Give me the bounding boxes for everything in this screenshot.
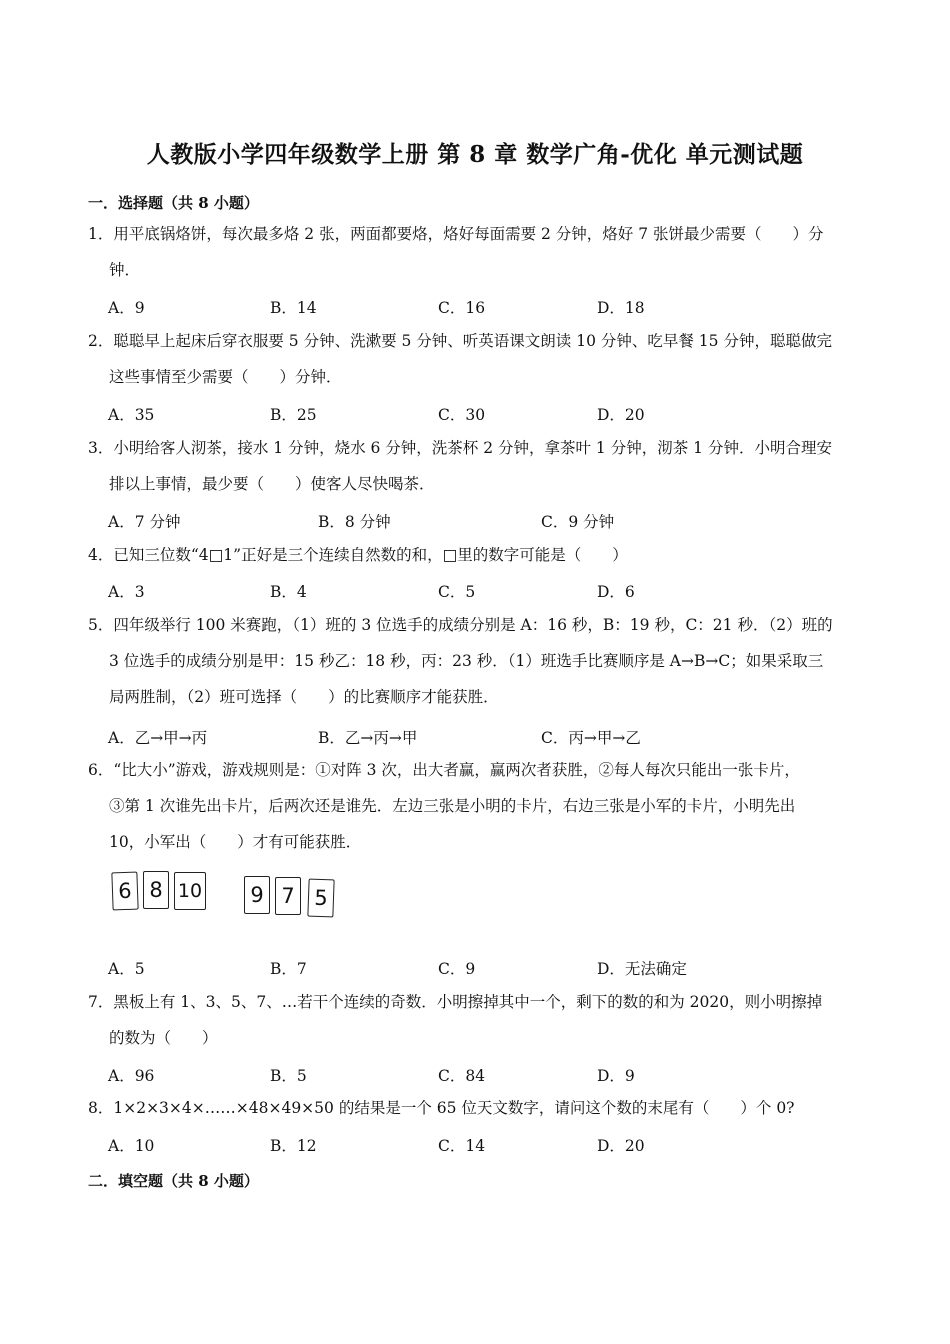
question-text-cont: 3 位选手的成绩分别是甲：15 秒乙：18 秒，丙：23 秒．（1）班选手比赛顺序是 A→B→C；如果采取三 xyxy=(109,652,824,670)
question-text-cont: 这些事情至少需要（ ）分钟． xyxy=(109,368,342,386)
option-b: B．12 xyxy=(270,1137,317,1155)
option-d: D．20 xyxy=(597,1137,645,1155)
question-text-cont: 的数为（ ） xyxy=(109,1029,218,1047)
question-2 xyxy=(88,323,868,395)
option-d: D．9 xyxy=(597,1067,635,1085)
card: 7 xyxy=(275,877,301,915)
section-heading-fill: 二．填空题（共 8 小题） xyxy=(88,1172,259,1190)
options-6 xyxy=(108,957,868,981)
option-b: B．4 xyxy=(270,583,307,601)
question-text: 8．1×2×3×4×……×48×49×50 的结果是一个 65 位天文数字，请问这个数的末尾有（ ）个 0? xyxy=(88,1099,795,1117)
options-3 xyxy=(108,510,868,534)
option-a: A．7 分钟 xyxy=(108,513,181,531)
question-text: 6．“比大小”游戏，游戏规则是：①对阵 3 次，出大者赢，赢两次者获胜，②每人每次只能出一张卡片， xyxy=(88,761,800,779)
card-figure xyxy=(110,870,350,920)
option-c: C．16 xyxy=(438,299,486,317)
option-c: C．丙→甲→乙 xyxy=(541,729,641,747)
question-text-cont: 局两胜制，（2）班可选择（ ）的比赛顺序才能获胜． xyxy=(109,688,499,706)
option-b: B．14 xyxy=(270,299,317,317)
question-text-cont: 10，小军出（ ）才有可能获胜． xyxy=(109,833,362,851)
option-c: C．84 xyxy=(438,1067,486,1085)
option-b: B．8 分钟 xyxy=(318,513,391,531)
question-5 xyxy=(88,607,868,715)
option-a: A．35 xyxy=(108,406,155,424)
question-8 xyxy=(88,1090,868,1126)
option-b: B．5 xyxy=(270,1067,307,1085)
question-text: 2．聪聪早上起床后穿衣服要 5 分钟、洗漱要 5 分钟、听英语课文朗读 10 分钟、吃早餐 15 分钟，聪聪做完 xyxy=(88,332,832,350)
option-c: C．14 xyxy=(438,1137,486,1155)
question-text: 4．已知三位数“4□1”正好是三个连续自然数的和，□里的数字可能是（ ） xyxy=(88,546,628,564)
options-7 xyxy=(108,1064,868,1088)
option-b: B．乙→丙→甲 xyxy=(318,729,418,747)
option-d: D．无法确定 xyxy=(597,960,687,978)
option-c: C．30 xyxy=(438,406,486,424)
question-text: 3．小明给客人沏茶，接水 1 分钟，烧水 6 分钟，洗茶杯 2 分钟，拿茶叶 1 分钟，沏茶 1 分钟．小明合理安 xyxy=(88,439,832,457)
option-b: B．25 xyxy=(270,406,317,424)
option-d: D．20 xyxy=(597,406,645,424)
options-5 xyxy=(108,726,868,750)
section-heading-choice: 一．选择题（共 8 小题） xyxy=(88,194,259,212)
question-text: 5．四年级举行 100 米赛跑，（1）班的 3 位选手的成绩分别是 A：16 秒，B：19 秒，C：21 秒．（2）班的 xyxy=(88,616,833,634)
option-b: B．7 xyxy=(270,960,307,978)
card: 8 xyxy=(143,871,169,909)
question-4 xyxy=(88,537,868,573)
question-1 xyxy=(88,216,868,288)
option-a: A．10 xyxy=(108,1137,155,1155)
question-6 xyxy=(88,752,868,860)
question-3 xyxy=(88,430,868,502)
option-d: D．6 xyxy=(597,583,635,601)
question-text: 7．黑板上有 1、3、5、7、…若干个连续的奇数．小明擦掉其中一个，剩下的数的和为 2020，则小明擦掉 xyxy=(88,993,823,1011)
option-c: C．5 xyxy=(438,583,476,601)
options-2 xyxy=(108,403,868,427)
card: 6 xyxy=(111,872,138,911)
option-a: A．96 xyxy=(108,1067,155,1085)
options-8 xyxy=(108,1134,868,1158)
card: 10 xyxy=(174,872,206,910)
question-text-cont: ③第 1 次谁先出卡片，后两次还是谁先．左边三张是小明的卡片，右边三张是小军的卡片，小明先出 xyxy=(109,797,796,815)
question-text-cont: 钟． xyxy=(109,261,141,279)
options-1 xyxy=(108,296,868,320)
card: 5 xyxy=(307,879,334,918)
question-7 xyxy=(88,984,868,1056)
question-text-cont: 排以上事情，最少要（ ）使客人尽快喝茶． xyxy=(109,475,435,493)
option-c: C．9 xyxy=(438,960,476,978)
option-a: A．9 xyxy=(108,299,145,317)
option-a: A．3 xyxy=(108,583,145,601)
page-title: 人教版小学四年级数学上册 第 8 章 数学广角-优化 单元测试题 xyxy=(146,141,804,168)
card: 9 xyxy=(244,876,270,914)
option-a: A．5 xyxy=(108,960,145,978)
option-c: C．9 分钟 xyxy=(541,513,615,531)
question-text: 1．用平底锅烙饼，每次最多烙 2 张，两面都要烙，烙好每面需要 2 分钟，烙好 7 张饼最少需要（ ）分 xyxy=(88,225,824,243)
options-4 xyxy=(108,580,868,604)
option-a: A．乙→甲→丙 xyxy=(108,729,208,747)
option-d: D．18 xyxy=(597,299,645,317)
